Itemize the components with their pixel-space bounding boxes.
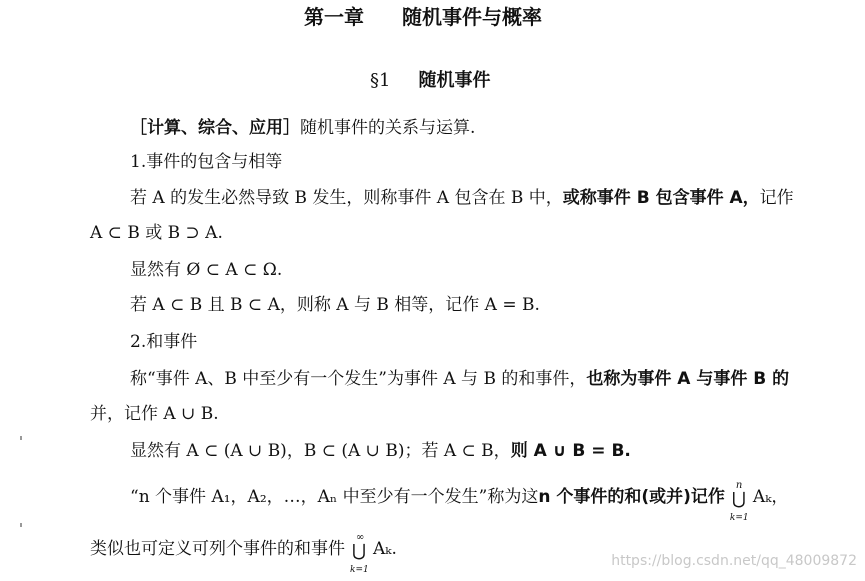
union-lower-limit: k=1 — [350, 564, 369, 575]
union-lower-limit: k=1 — [729, 512, 749, 523]
item2-paragraph1-line2: 并，记作 A ∪ B. — [90, 404, 219, 424]
item2-p3-part-b: n 个事件的和(或并)记作 — [538, 487, 725, 507]
intro-line — [130, 117, 475, 139]
item2-heading: 2.和事件 — [130, 332, 198, 352]
union-upper-limit: n — [735, 479, 743, 491]
section-title: 随机事件 — [418, 70, 491, 91]
item2-p1-part-a: 称“事件 A、B 中至少有一个发生”为事件 A 与 B 的和事件， — [130, 369, 587, 389]
item2-paragraph4 — [90, 531, 397, 575]
item2-p3-expression: Aₖ， — [752, 487, 789, 507]
margin-mark — [20, 436, 22, 440]
item2-paragraph3 — [130, 479, 789, 523]
chapter-heading — [304, 6, 542, 28]
union-upper-limit: ∞ — [356, 531, 365, 543]
chapter-title: 随机事件与概率 — [402, 5, 542, 29]
watermark: https://blog.csdn.net/qq_48009872 — [611, 553, 857, 569]
item2-p2-part-a: 显然有 A ⊂ (A ∪ B)，B ⊂ (A ∪ B)；若 A ⊂ B， — [130, 441, 511, 461]
chapter-number: 第一章 — [304, 5, 364, 29]
intro-tags: ［计算、综合、应用］ — [130, 118, 300, 138]
union-symbol: ⋃ — [352, 540, 366, 561]
item2-p2-part-b: 则 A ∪ B = B. — [510, 441, 631, 461]
intro-text: 随机事件的关系与运算. — [300, 118, 476, 138]
item2-p3-part-a: “n 个事件 A₁，A₂，…，Aₙ 中至少有一个发生”称为这 — [130, 487, 539, 507]
item2-p4-expression: Aₖ. — [373, 539, 397, 559]
item1-paragraph1 — [130, 187, 794, 209]
section-symbol: §1 — [370, 70, 391, 91]
item2-paragraph2 — [130, 440, 631, 462]
item1-p1-part-b: 或称事件 B 包含事件 A， — [562, 188, 760, 208]
union-symbol: ⋃ — [731, 488, 746, 509]
item1-paragraph1-line2: A ⊂ B 或 B ⊃ A. — [90, 223, 223, 243]
margin-mark — [20, 523, 22, 527]
section-heading — [370, 70, 490, 92]
item1-p1-part-c: 记作 — [759, 188, 794, 208]
item1-heading: 1.事件的包含与相等 — [130, 152, 283, 172]
union-operator-finite — [729, 479, 749, 523]
item1-p1-part-a: 若 A 的发生必然导致 B 发生，则称事件 A 包含在 B 中， — [130, 188, 563, 208]
item2-paragraph1 — [130, 368, 789, 390]
union-operator-countable — [349, 531, 369, 575]
item2-p4-text: 类似也可定义可列个事件的和事件 — [90, 539, 345, 559]
item1-paragraph2: 显然有 Ø ⊂ A ⊂ Ω. — [130, 260, 283, 280]
item1-paragraph3: 若 A ⊂ B 且 B ⊂ A，则称 A 与 B 相等，记作 A = B. — [130, 295, 540, 315]
item2-p1-part-b: 也称为事件 A 与事件 B 的 — [586, 369, 790, 389]
